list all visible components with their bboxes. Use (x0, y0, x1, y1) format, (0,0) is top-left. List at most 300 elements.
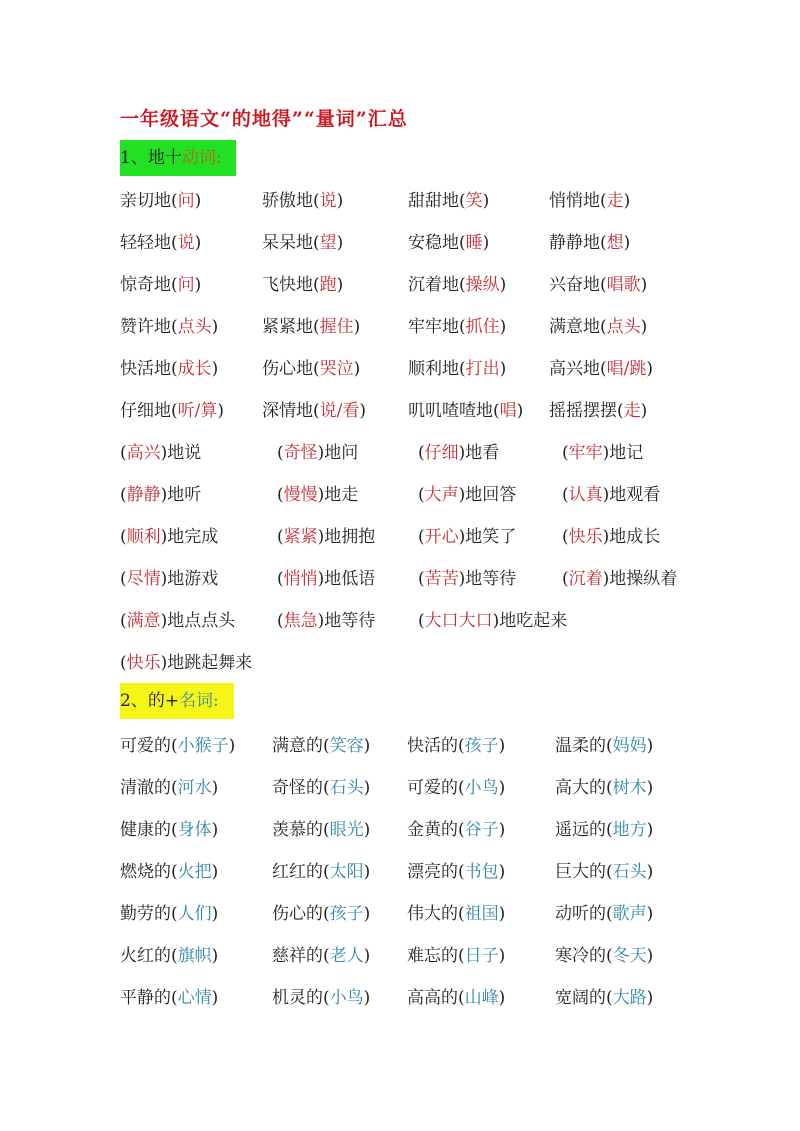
phrase-highlight: 说 (319, 191, 337, 211)
phrase-highlight: 望 (319, 233, 337, 253)
phrase-text: ( (120, 611, 127, 631)
phrase-text: )地问 (317, 443, 359, 463)
section1-row (120, 438, 643, 468)
phrase-text: ( (120, 485, 127, 505)
phrase-item (120, 354, 262, 384)
section-1-heading (120, 140, 236, 176)
phrase-highlight: 旗帜 (177, 946, 212, 966)
phrase-text: 漂亮的( (407, 862, 465, 882)
phrase-highlight: 打出 (465, 359, 500, 379)
phrase-text: ( (418, 527, 425, 547)
phrase-item (272, 941, 407, 971)
phrase-highlight: 走 (623, 401, 641, 421)
phrase-text: 亲切地( (120, 191, 178, 211)
phrase-text: ) (336, 191, 344, 211)
phrase-text: 赞许地( (120, 317, 178, 337)
page-title: 一年级语文“的地得”“量词”汇总 (120, 108, 408, 130)
phrase-text: ( (120, 653, 127, 673)
phrase-highlight: 牢牢 (568, 443, 603, 463)
phrase-text: ) (211, 862, 219, 882)
phrase-text: ) (194, 191, 202, 211)
phrase-text: 燃烧的( (120, 862, 178, 882)
phrase-item (407, 899, 555, 929)
phrase-item (277, 522, 418, 552)
phrase-text: ) (498, 988, 506, 1008)
phrase-text: )地低语 (317, 569, 376, 589)
phrase-text: )地操纵着 (602, 569, 678, 589)
phrase-text: 安稳地( (408, 233, 466, 253)
phrase-text: )地说 (160, 443, 202, 463)
phrase-text: )地完成 (160, 527, 219, 547)
phrase-item (418, 438, 562, 468)
phrase-highlight: 操纵 (465, 275, 500, 295)
phrase-item (272, 815, 407, 845)
phrase-text: ) (499, 275, 507, 295)
section1-row (120, 186, 630, 216)
phrase-item (555, 773, 653, 803)
phrase-highlight: 大声 (424, 485, 459, 505)
section-1-number: 1、地十 (120, 148, 182, 168)
phrase-highlight: 认真 (568, 485, 603, 505)
phrase-highlight: 点头 (177, 317, 212, 337)
phrase-text: )地跳起舞来 (160, 653, 253, 673)
section2-row (120, 941, 653, 971)
phrase-item (555, 857, 653, 887)
phrase-text: ( (120, 527, 127, 547)
phrase-highlight: 成长 (177, 359, 212, 379)
phrase-item (272, 983, 407, 1013)
phrase-text: ) (228, 736, 236, 756)
phrase-text: 温柔的( (555, 736, 613, 756)
section1-row (120, 354, 653, 384)
phrase-text: ( (277, 527, 284, 547)
phrase-item (549, 354, 653, 384)
phrase-text: )地等待 (317, 611, 376, 631)
phrase-text: ( (562, 443, 569, 463)
phrase-text: ) (498, 820, 506, 840)
phrase-item (408, 396, 549, 426)
phrase-highlight: 书包 (464, 862, 499, 882)
phrase-text: ) (336, 233, 344, 253)
phrase-item (262, 354, 408, 384)
phrase-text: 紧紧地( (262, 317, 320, 337)
phrase-highlight: 问 (177, 191, 195, 211)
phrase-highlight: 笑容 (329, 736, 364, 756)
phrase-item (120, 186, 262, 216)
phrase-highlight: 悄悄 (283, 569, 318, 589)
phrase-item (562, 438, 643, 468)
phrase-highlight: 开心 (424, 527, 459, 547)
phrase-text: ( (562, 527, 569, 547)
phrase-highlight: 小鸟 (464, 778, 499, 798)
phrase-text: 沉着地( (408, 275, 466, 295)
section2-row (120, 983, 653, 1013)
section-2-number: 2、的+ (120, 691, 180, 711)
phrase-item (120, 941, 272, 971)
phrase-item (272, 857, 407, 887)
phrase-text: ) (211, 317, 219, 337)
phrase-text: ) (499, 359, 507, 379)
phrase-text: 遥远的( (555, 820, 613, 840)
phrase-highlight: 谷子 (464, 820, 499, 840)
phrase-text: 伤心的( (272, 904, 330, 924)
phrase-text: )地拥抱 (317, 527, 376, 547)
phrase-highlight: 人们 (177, 904, 212, 924)
phrase-item (120, 815, 272, 845)
phrase-text: 轻轻地( (120, 233, 178, 253)
phrase-item (120, 564, 277, 594)
section1-row (120, 312, 647, 342)
phrase-text: 静静地( (549, 233, 607, 253)
phrase-item (120, 731, 272, 761)
phrase-text: 惊奇地( (120, 275, 178, 295)
phrase-item (549, 228, 630, 258)
phrase-text: ) (217, 401, 225, 421)
phrase-highlight: 握住 (319, 317, 354, 337)
phrase-item (549, 396, 647, 426)
phrase-highlight: 快乐 (126, 653, 161, 673)
phrase-text: ( (562, 485, 569, 505)
phrase-highlight: 唱 (499, 401, 517, 421)
phrase-item (555, 941, 653, 971)
section2-row (120, 899, 653, 929)
phrase-text: 勤劳的( (120, 904, 178, 924)
phrase-item (555, 731, 653, 761)
phrase-text: 平静的( (120, 988, 178, 1008)
phrase-text: )地观看 (602, 485, 661, 505)
section-1-label: 动词: (181, 148, 222, 168)
phrase-item (407, 815, 555, 845)
phrase-item (407, 773, 555, 803)
phrase-text: 伟大的( (407, 904, 465, 924)
phrase-item (120, 270, 262, 300)
phrase-text: )地听 (160, 485, 202, 505)
phrase-highlight: 哭泣 (319, 359, 354, 379)
phrase-text: 动听的( (555, 904, 613, 924)
phrase-highlight: 河水 (177, 778, 212, 798)
phrase-text: )地走 (317, 485, 359, 505)
phrase-text: ) (363, 946, 371, 966)
phrase-item (120, 899, 272, 929)
phrase-text: ( (277, 443, 284, 463)
phrase-highlight: 山峰 (464, 988, 499, 1008)
phrase-text: ) (211, 988, 219, 1008)
phrase-highlight: 顺利 (126, 527, 161, 547)
phrase-text: ) (646, 778, 654, 798)
phrase-highlight: 心情 (177, 988, 212, 1008)
phrase-text: 高高的( (407, 988, 465, 1008)
phrase-item (562, 522, 660, 552)
phrase-highlight: 太阳 (329, 862, 364, 882)
phrase-text: 骄傲地( (262, 191, 320, 211)
phrase-item (418, 480, 562, 510)
phrase-text: 火红的( (120, 946, 178, 966)
phrase-item (262, 270, 408, 300)
phrase-item (262, 228, 408, 258)
phrase-item (120, 228, 262, 258)
phrase-text: ) (336, 275, 344, 295)
phrase-text: 羡慕的( (272, 820, 330, 840)
phrase-text: )地笑了 (458, 527, 517, 547)
phrase-text: ) (353, 317, 361, 337)
phrase-text: )地等待 (458, 569, 517, 589)
section1-row (120, 564, 677, 594)
phrase-text: ) (516, 401, 524, 421)
phrase-item (408, 228, 549, 258)
phrase-item (120, 773, 272, 803)
phrase-item (272, 773, 407, 803)
phrase-highlight: 点头 (606, 317, 641, 337)
phrase-item (555, 815, 653, 845)
phrase-highlight: 唱歌 (606, 275, 641, 295)
phrase-highlight: 奇怪 (283, 443, 318, 463)
phrase-text: ) (194, 233, 202, 253)
phrase-highlight: 仔细 (424, 443, 459, 463)
phrase-text: 仔细地( (120, 401, 178, 421)
phrase-highlight: 身体 (177, 820, 212, 840)
phrase-text: ) (646, 946, 654, 966)
section1-row (120, 522, 660, 552)
phrase-text: 慈祥的( (272, 946, 330, 966)
phrase-text: ) (194, 275, 202, 295)
phrase-item (272, 731, 407, 761)
phrase-text: 牢牢地( (408, 317, 466, 337)
phrase-item (549, 270, 647, 300)
phrase-text: )地记 (602, 443, 644, 463)
phrase-highlight: 树木 (612, 778, 647, 798)
phrase-text: ) (646, 359, 654, 379)
phrase-highlight: 地方 (612, 820, 647, 840)
phrase-text: ) (623, 233, 631, 253)
phrase-text: 清澈的( (120, 778, 178, 798)
section2-row (120, 731, 653, 761)
phrase-text: ) (623, 191, 631, 211)
phrase-highlight: 日子 (464, 946, 499, 966)
section1-row (120, 228, 630, 258)
phrase-text: ) (211, 820, 219, 840)
phrase-text: ) (353, 359, 361, 379)
phrase-text: 悄悄地( (549, 191, 607, 211)
section1-row (120, 396, 647, 426)
phrase-text: 叽叽喳喳地( (408, 401, 500, 421)
phrase-text: 巨大的( (555, 862, 613, 882)
phrase-text: 宽阔的( (555, 988, 613, 1008)
phrase-item (262, 186, 408, 216)
section2-row (120, 857, 653, 887)
phrase-text: ) (363, 820, 371, 840)
phrase-text: ) (363, 862, 371, 882)
phrase-item (407, 731, 555, 761)
phrase-text: 摇摇摆摆( (549, 401, 624, 421)
phrase-item (262, 396, 408, 426)
phrase-item (407, 983, 555, 1013)
phrase-highlight: 尽情 (126, 569, 161, 589)
phrase-text: 顺利地( (408, 359, 466, 379)
phrase-item (407, 941, 555, 971)
section1-row (120, 648, 277, 678)
phrase-text: ( (277, 485, 284, 505)
phrase-text: 高大的( (555, 778, 613, 798)
phrase-text: ) (363, 904, 371, 924)
phrase-text: 寒冷的( (555, 946, 613, 966)
phrase-highlight: 孩子 (464, 736, 499, 756)
phrase-highlight: 高兴 (126, 443, 161, 463)
phrase-text: 满意的( (272, 736, 330, 756)
phrase-item (408, 354, 549, 384)
phrase-item (120, 438, 277, 468)
phrase-item (120, 606, 277, 636)
phrase-item (549, 186, 630, 216)
phrase-text: ) (211, 359, 219, 379)
phrase-highlight: 歌声 (612, 904, 647, 924)
phrase-highlight: 苦苦 (424, 569, 459, 589)
phrase-text: ) (211, 904, 219, 924)
phrase-highlight: 笑 (465, 191, 483, 211)
section-2-label: 名词: (179, 691, 219, 711)
phrase-highlight: 妈妈 (612, 736, 647, 756)
phrase-highlight: 说/看 (319, 401, 360, 421)
phrase-highlight: 说 (177, 233, 195, 253)
phrase-text: ) (363, 736, 371, 756)
phrase-text: ) (640, 317, 648, 337)
phrase-text: ) (498, 946, 506, 966)
phrase-text: 伤心地( (262, 359, 320, 379)
phrase-text: ) (211, 778, 219, 798)
phrase-text: )地回答 (458, 485, 517, 505)
phrase-highlight: 紧紧 (283, 527, 318, 547)
phrase-text: ( (120, 569, 127, 589)
section2-row (120, 773, 653, 803)
phrase-text: 飞快地( (262, 275, 320, 295)
phrase-text: 甜甜地( (408, 191, 466, 211)
phrase-text: 红红的( (272, 862, 330, 882)
phrase-text: 难忘的( (407, 946, 465, 966)
phrase-text: 可爱的( (120, 736, 178, 756)
phrase-text: 健康的( (120, 820, 178, 840)
phrase-text: ) (359, 401, 367, 421)
phrase-item (408, 186, 549, 216)
phrase-item (120, 648, 277, 678)
phrase-text: ) (646, 862, 654, 882)
phrase-text: ( (277, 569, 284, 589)
phrase-text: ) (363, 778, 371, 798)
phrase-highlight: 听/算 (177, 401, 218, 421)
phrase-item (562, 480, 660, 510)
phrase-text: ( (418, 569, 425, 589)
phrase-text: ( (418, 485, 425, 505)
phrase-text: 奇怪的( (272, 778, 330, 798)
phrase-highlight: 睡 (465, 233, 483, 253)
phrase-text: ) (646, 820, 654, 840)
phrase-text: ) (498, 862, 506, 882)
phrase-text: 可爱的( (407, 778, 465, 798)
phrase-highlight: 唱/跳 (606, 359, 647, 379)
phrase-text: 兴奋地( (549, 275, 607, 295)
phrase-highlight: 想 (606, 233, 624, 253)
phrase-item (408, 270, 549, 300)
phrase-item (562, 564, 677, 594)
phrase-text: )地吃起来 (492, 611, 568, 631)
phrase-text: ( (562, 569, 569, 589)
phrase-highlight: 焦急 (283, 611, 318, 631)
phrase-text: ) (482, 233, 490, 253)
phrase-highlight: 快乐 (568, 527, 603, 547)
phrase-text: ) (211, 946, 219, 966)
phrase-item (120, 983, 272, 1013)
phrase-text: ) (646, 988, 654, 1008)
phrase-highlight: 石头 (612, 862, 647, 882)
phrase-text: ) (498, 778, 506, 798)
phrase-text: ) (498, 904, 506, 924)
phrase-highlight: 祖国 (464, 904, 499, 924)
phrase-item (555, 899, 653, 929)
section1-row (120, 606, 568, 636)
phrase-highlight: 孩子 (329, 904, 364, 924)
phrase-text: ) (640, 401, 648, 421)
phrase-item (120, 312, 262, 342)
phrase-text: 金黄的( (407, 820, 465, 840)
phrase-text: ) (640, 275, 648, 295)
phrase-text: ( (277, 611, 284, 631)
phrase-text: 快活的( (407, 736, 465, 756)
phrase-highlight: 问 (177, 275, 195, 295)
phrase-item (549, 312, 647, 342)
phrase-text: )地点点头 (160, 611, 236, 631)
phrase-text: )地成长 (602, 527, 661, 547)
phrase-highlight: 跑 (319, 275, 337, 295)
phrase-item (418, 564, 562, 594)
phrase-text: 呆呆地( (262, 233, 320, 253)
phrase-text: ( (120, 443, 127, 463)
phrase-text: 深情地( (262, 401, 320, 421)
phrase-highlight: 冬天 (612, 946, 647, 966)
phrase-item (408, 312, 549, 342)
phrase-text: ) (646, 904, 654, 924)
phrase-highlight: 石头 (329, 778, 364, 798)
phrase-text: 满意地( (549, 317, 607, 337)
phrase-text: ) (499, 317, 507, 337)
phrase-text: ) (482, 191, 490, 211)
phrase-highlight: 火把 (177, 862, 212, 882)
phrase-text: 高兴地( (549, 359, 607, 379)
phrase-text: ) (363, 988, 371, 1008)
section1-row (120, 480, 660, 510)
phrase-item (277, 480, 418, 510)
phrase-item (407, 857, 555, 887)
phrase-highlight: 大路 (612, 988, 647, 1008)
phrase-text: ( (418, 443, 425, 463)
phrase-highlight: 小鸟 (329, 988, 364, 1008)
phrase-highlight: 老人 (329, 946, 364, 966)
phrase-highlight: 沉着 (568, 569, 603, 589)
phrase-highlight: 走 (606, 191, 624, 211)
phrase-item (272, 899, 407, 929)
phrase-text: 机灵的( (272, 988, 330, 1008)
phrase-item (120, 480, 277, 510)
phrase-item (262, 312, 408, 342)
phrase-item (277, 438, 418, 468)
phrase-text: 快活地( (120, 359, 178, 379)
section-2-heading (120, 683, 234, 719)
phrase-item (277, 564, 418, 594)
phrase-highlight: 满意 (126, 611, 161, 631)
section1-row (120, 270, 647, 300)
phrase-item (277, 606, 418, 636)
phrase-highlight: 小猴子 (177, 736, 229, 756)
phrase-text: ) (646, 736, 654, 756)
phrase-item (418, 606, 568, 636)
phrase-item (120, 396, 262, 426)
